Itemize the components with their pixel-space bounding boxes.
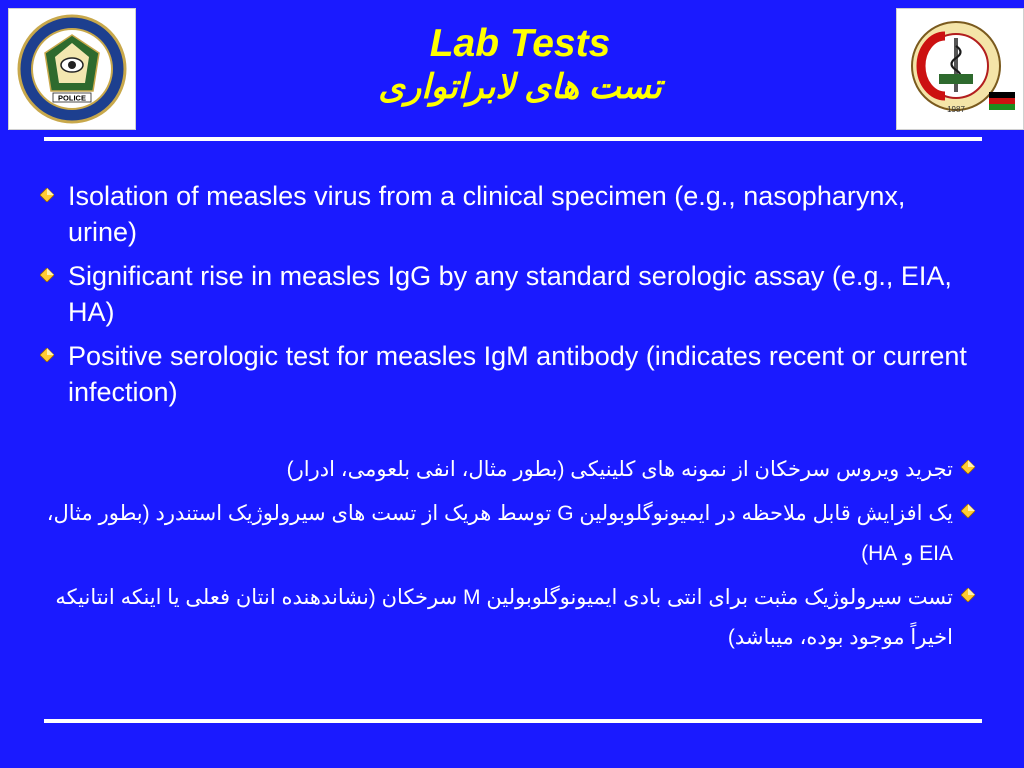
english-bullet-list xyxy=(40,178,980,418)
list-item xyxy=(40,258,980,330)
bullet-icon xyxy=(40,268,54,282)
bullet-icon xyxy=(40,188,54,202)
list-item xyxy=(40,450,975,490)
bullet-text: تجرید ویروس سرخکان از نمونه های کلینیکی (بطور مثال، انفی بلعومی، ادرار) xyxy=(286,458,953,481)
bullet-text: Isolation of measles virus from a clinical specimen (e.g., nasopharynx, urine) xyxy=(68,181,906,247)
persian-bullet-list xyxy=(40,450,975,662)
medical-emblem-logo xyxy=(896,8,1024,130)
top-divider xyxy=(44,137,982,141)
bullet-text: یک افزایش قابل ملاحظه در ایمیونوگلوبولین G توسط هریک از تست های سیرولوژیک استندرد (بطور مثال، EIA و HA) xyxy=(46,502,953,565)
svg-text:1987: 1987 xyxy=(947,105,965,114)
bullet-icon xyxy=(961,504,975,518)
bullet-text: تست سیرولوژیک مثبت برای انتی بادی ایمیونوگلوبولین M سرخکان (نشاندهنده انتان فعلی یا اینکه انتانیکه اخیراً موجود بوده، میباشد) xyxy=(55,586,953,649)
slide-title xyxy=(150,22,890,108)
bullet-icon xyxy=(961,460,975,474)
svg-text:POLICE: POLICE xyxy=(58,93,86,103)
list-item xyxy=(40,178,980,250)
list-item xyxy=(40,494,975,574)
bullet-icon xyxy=(40,348,54,362)
bullet-text: Positive serologic test for measles IgM antibody (indicates recent or current infection) xyxy=(68,341,967,407)
title-english: Lab Tests xyxy=(429,22,611,65)
bullet-text: Significant rise in measles IgG by any standard serologic assay (e.g., EIA, HA) xyxy=(68,261,952,327)
ministry-seal-logo xyxy=(8,8,136,130)
bottom-divider xyxy=(44,719,982,723)
list-item xyxy=(40,578,975,658)
list-item xyxy=(40,338,980,410)
title-persian: تست های لابراتواری xyxy=(378,68,662,106)
bullet-icon xyxy=(961,588,975,602)
